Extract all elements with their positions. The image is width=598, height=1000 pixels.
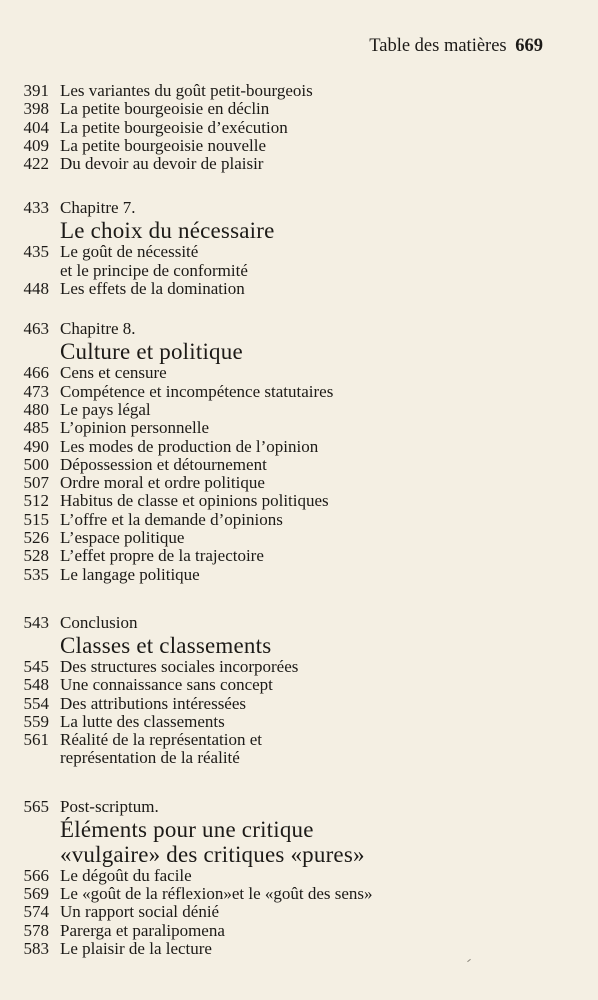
toc-entry — [0, 155, 598, 173]
chapter-heading-row — [0, 614, 598, 633]
entry-title: Le goût de nécessité — [60, 242, 199, 262]
entry-title: Le langage politique — [60, 564, 200, 584]
entry-title: représentation de la réalité — [60, 748, 240, 768]
entry-title: Parerga et paralipomena — [60, 920, 225, 940]
entry-title: Une connaissance sans concept — [60, 675, 273, 695]
entry-title: La petite bourgeoisie en déclin — [60, 99, 270, 119]
entry-page-number: 435 — [23, 242, 49, 262]
toc-entry — [0, 137, 598, 155]
toc-entry — [0, 547, 598, 565]
entry-page-number: 500 — [23, 454, 49, 474]
chapter-title: Classes et classements — [60, 632, 272, 658]
entry-page-number: 480 — [23, 399, 49, 419]
entry-page-number: 515 — [23, 509, 49, 529]
entry-page-number: 466 — [23, 363, 49, 383]
entry-page-number: 548 — [23, 675, 49, 695]
entry-page-number: 554 — [23, 693, 49, 713]
entry-page-number: 490 — [23, 436, 49, 456]
toc-entry — [0, 438, 598, 456]
entry-title: Les variantes du goût petit-bourgeois — [60, 81, 313, 100]
toc-entry — [0, 419, 598, 437]
toc-entry — [0, 922, 598, 940]
entry-page-number: 512 — [23, 491, 49, 511]
toc-section — [0, 320, 598, 584]
toc-entry — [0, 474, 598, 492]
chapter-page-number: 463 — [23, 319, 49, 339]
toc-entry — [0, 749, 598, 767]
entry-page-number: 404 — [23, 117, 49, 137]
entry-title: Le pays légal — [60, 399, 151, 419]
entry-title: Des structures sociales incorporées — [60, 656, 299, 676]
toc-entry — [0, 243, 598, 261]
page-number: 669 — [515, 36, 543, 56]
toc-entry — [0, 383, 598, 401]
chapter-heading-row — [0, 199, 598, 218]
chapter-title: «vulgaire» des critiques «pures» — [60, 841, 365, 867]
toc-entry — [0, 401, 598, 419]
toc-entry — [0, 364, 598, 382]
entry-page-number: 561 — [23, 730, 49, 750]
entry-title: L’offre et la demande d’opinions — [60, 509, 283, 529]
toc-section — [0, 614, 598, 768]
entry-title: et le principe de conformité — [60, 260, 248, 280]
toc-entry — [0, 566, 598, 584]
toc-entry — [0, 676, 598, 694]
entry-title: Le plaisir de la lecture — [60, 938, 212, 958]
toc-entry — [0, 511, 598, 529]
chapter-page-number: 565 — [23, 796, 49, 816]
entry-title: Les effets de la domination — [60, 279, 245, 299]
entry-title: Les modes de production de l’opinion — [60, 436, 319, 456]
table-of-contents — [0, 82, 598, 988]
entry-title: Ordre moral et ordre politique — [60, 473, 265, 493]
toc-entry — [0, 456, 598, 474]
entry-title: L’espace politique — [60, 528, 185, 548]
entry-page-number: 574 — [23, 902, 49, 922]
toc-entry — [0, 658, 598, 676]
chapter-title: Éléments pour une critique — [60, 816, 314, 842]
running-header-title: Table des matières — [369, 36, 507, 56]
entry-page-number: 391 — [23, 81, 49, 100]
entry-page-number: 398 — [23, 99, 49, 119]
toc-section — [0, 798, 598, 958]
entry-page-number: 507 — [23, 473, 49, 493]
chapter-heading-row — [0, 320, 598, 339]
entry-title: Le dégoût du facile — [60, 865, 192, 885]
chapter-page-number: 433 — [23, 198, 49, 218]
entry-page-number: 526 — [23, 528, 49, 548]
entry-page-number: 545 — [23, 656, 49, 676]
entry-page-number: 485 — [23, 418, 49, 438]
chapter-heading-row — [0, 798, 598, 817]
toc-entry — [0, 885, 598, 903]
entry-title: La petite bourgeoisie d’exécution — [60, 117, 288, 137]
chapter-title: Culture et politique — [60, 339, 243, 365]
toc-entry — [0, 867, 598, 885]
toc-entry — [0, 940, 598, 958]
entry-page-number: 535 — [23, 564, 49, 584]
chapter-label: Chapitre 8. — [60, 319, 136, 339]
running-header — [369, 36, 543, 57]
chapter-label: Conclusion — [60, 612, 138, 632]
toc-entry — [0, 713, 598, 731]
entry-title: Des attributions intéressées — [60, 693, 247, 713]
entry-page-number: 528 — [23, 546, 49, 566]
toc-entry — [0, 529, 598, 547]
entry-title: Du devoir au devoir de plaisir — [60, 154, 264, 174]
toc-entry — [0, 695, 598, 713]
toc-entry — [0, 280, 598, 298]
entry-title: Le «goût de la réflexion»et le «goût des sens» — [60, 884, 373, 904]
entry-title: Un rapport social dénié — [60, 902, 220, 922]
entry-page-number: 559 — [23, 711, 49, 731]
entry-title: La petite bourgeoisie nouvelle — [60, 135, 266, 155]
toc-entry — [0, 100, 598, 118]
entry-page-number: 583 — [23, 938, 49, 958]
entry-page-number: 578 — [23, 920, 49, 940]
entry-title: L’opinion personnelle — [60, 418, 210, 438]
entry-page-number: 409 — [23, 135, 49, 155]
chapter-label: Chapitre 7. — [60, 198, 136, 218]
entry-page-number: 448 — [23, 279, 49, 299]
chapter-title: Le choix du nécessaire — [60, 218, 275, 244]
entry-page-number: 569 — [23, 884, 49, 904]
entry-title: Compétence et incompétence statutaires — [60, 381, 334, 401]
toc-entry — [0, 492, 598, 510]
entry-title: Habitus de classe et opinions politiques — [60, 491, 329, 511]
toc-entry — [0, 903, 598, 921]
toc-entry — [0, 262, 598, 280]
chapter-label: Post-scriptum. — [60, 796, 159, 816]
toc-entry — [0, 119, 598, 137]
entry-title: Dépossession et détournement — [60, 454, 267, 474]
entry-page-number: 566 — [23, 865, 49, 885]
entry-page-number: 473 — [23, 381, 49, 401]
toc-entry — [0, 731, 598, 749]
entry-title: L’effet propre de la trajectoire — [60, 546, 264, 566]
toc-section — [0, 199, 598, 298]
entry-title: Réalité de la représentation et — [60, 730, 263, 750]
entry-page-number: 422 — [23, 154, 49, 174]
toc-entry — [0, 82, 598, 100]
chapter-page-number: 543 — [23, 612, 49, 632]
entry-title: La lutte des classements — [60, 711, 225, 731]
toc-section — [0, 82, 598, 173]
entry-title: Cens et censure — [60, 363, 167, 383]
